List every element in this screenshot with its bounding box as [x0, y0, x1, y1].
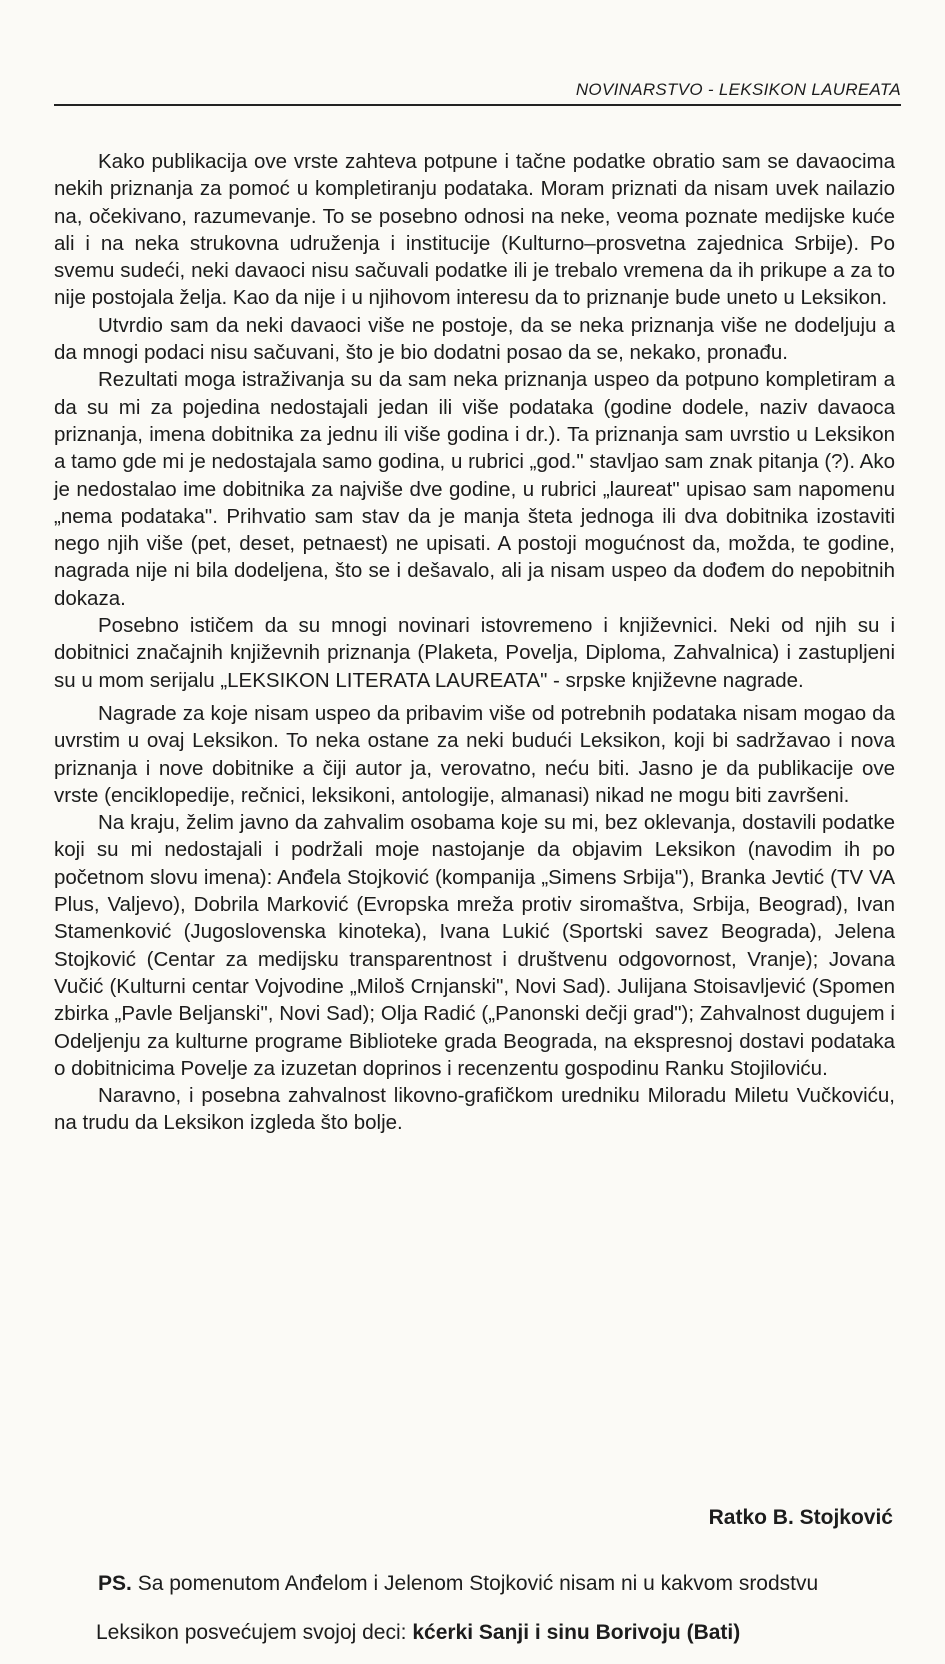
- running-header: NOVINARSTVO - LEKSIKON LAUREATA: [54, 80, 901, 106]
- paragraph: Kako publikacija ove vrste zahteva potpune i tačne podatke obratio sam se davaocima nekih priznanja za pomoć u kompletiranju podataka. Moram priznati da nisam uvek nailazio na, očekivano, razumevanje. To se posebno odnosi na neke, veoma poznate medijske kuće ali i na neka strukovna udruženja i institucije (Kulturno–prosvetna zajednica Srbije). Po svemu sudeći, neki davaoci nisu sačuvali podatke ili je trebalo vremena da ih prikupe a za to nije postojala želja. Kao da nije i u njihovom interesu da to priznanje bude uneto u Leksikon.: [54, 150, 895, 310]
- paragraph: Na kraju, želim javno da zahvalim osobama koje su mi, bez oklevanja, dostavili podatke koji su mi nedostajali i podržali moje nastojanje da objavim Leksikon (navodim ih po početnom slovu imena): Anđela Stojković (kompanija „Simens Srbija"), Branka Jevtić (TV VA Plus, Valjevo), Dobrila Marković (Evropska mreža protiv siromaštva, Srbija, Beograd), Ivan Stamenković (Jugoslovenska kinoteka), Ivana Lukić (Sportski savez Beograda), Jelena Stojković (Centar za medijsku transparentnost i društvenu odgovornost, Vranje); Jovana Vučić (Kulturni centar Vojvodine „Miloš Crnjanski", Novi Sad). Julijana Stoisavljević (Spomen zbirka „Pavle Beljanski", Novi Sad); Olja Radić („Panonski dečji grad"); Zahvalnost dugujem i Odeljenju za kulturne programe Biblioteke grada Beograda, na ekspresnoj dostavi podataka o dobitnicima Povelje za izuzetan doprinos i recenzentu gospodinu Ranku Stojiloviću.: [54, 811, 895, 1080]
- paragraph: Utvrdio sam da neki davaoci više ne postoje, da se neka priznanja više ne dodeljuju a da mnogi podaci nisu sačuvani, što je bio dodatni posao da se, nekako, pronađu.: [54, 313, 895, 365]
- postscript: [98, 1572, 818, 1596]
- dedication-prefix: Leksikon posvećujem svojoj deci:: [96, 1621, 407, 1644]
- dedication-names: kćerki Sanji i sinu Borivoju (Bati): [412, 1621, 741, 1644]
- signature: Ratko B. Stojković: [708, 1506, 893, 1529]
- dedication: [96, 1621, 740, 1645]
- postscript-text: Sa pomenutom Anđelom i Jelenom Stojković nisam ni u kakvom srodstvu: [137, 1572, 819, 1595]
- postscript-label: PS.: [98, 1572, 132, 1595]
- paragraph: Rezultati moga istraživanja su da sam neka priznanja uspeo da potpuno kompletiram a da su mi za pojedina nedostajali jedan ili više podataka (godine dodele, naziv davaoca priznanja, imena dobitnika za jednu ili više godina i dr.). Ta priznanja sam uvrstio u Leksikon a tamo gde mi je nedostajala samo godina, u rubrici „god." stavljao sam znak pitanja (?). Ako je nedostalao ime dobitnika za najviše dve godine, u rubrici „laureat" upisao sam napomenu „nema podataka". Prihvatio sam stav da je manja šteta jednoga ili dva dobitnika izostaviti nego njih više (pet, deset, petnaest) ne upisati. A postoji mogućnost da, možda, te godine, nagrada nije ni bila dodeljena, što se i dešavalo, ali ja nisam uspeo da dođem do nepobitnih dokaza.: [54, 368, 895, 610]
- paragraph: Naravno, i posebna zahvalnost likovno-grafičkom uredniku Miloradu Miletu Vučkoviću, na trudu da Leksikon izgleda što bolje.: [54, 1084, 895, 1135]
- paragraph: Posebno ističem da su mnogi novinari istovremeno i književnici. Neki od njih su i dobitnici značajnih književnih priznanja (Plaketa, Povelja, Diploma, Zahvalnica) i zastupljeni su u mom serijalu „LEKSIKON LITERATA LAUREATA" - srpske književne nagrade.: [54, 614, 895, 692]
- paragraph: Nagrade za koje nisam uspeo da pribavim više od potrebnih podataka nisam mogao da uvrstim u ovaj Leksikon. To neka ostane za neki budući Leksikon, koji bi sadržavao i nova priznanja i nove dobitnike a čiji autor ja, verovatno, neću biti. Jasno je da publikacije ove vrste (enciklopedije, rečnici, leksikoni, antologije, almanasi) nikad ne mogu biti završeni.: [54, 701, 895, 807]
- body-text: [54, 148, 895, 1137]
